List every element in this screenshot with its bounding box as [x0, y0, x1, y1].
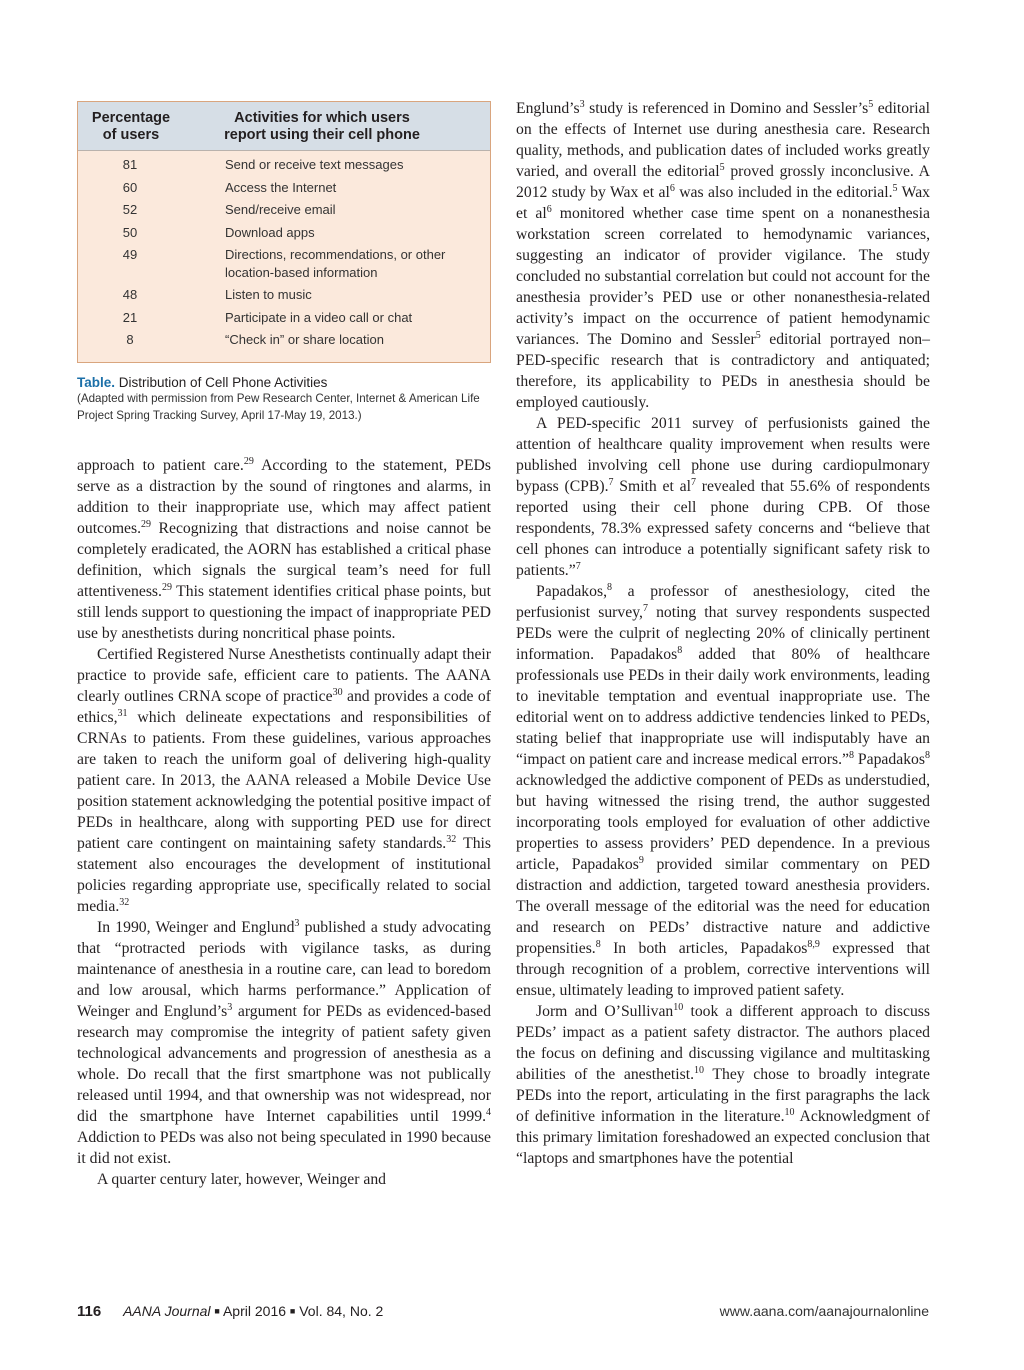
row-percentage: 50 — [122, 224, 138, 240]
body-paragraph — [77, 455, 491, 644]
row-percentage: 52 — [122, 202, 138, 217]
text-run: took a different approach to discuss PEDs’ impact as a patient safety distractor. The authors placed the focus on defining and discussing vigilance and multitasking abilities of the anesthetist. — [516, 1003, 930, 1083]
citation-superscript: 3 — [227, 1001, 233, 1013]
row-activity: Participate in a video call or chat — [225, 309, 413, 325]
citation-superscript: 9 — [638, 854, 644, 866]
citation-superscript: 5 — [892, 182, 898, 194]
citation-superscript: 7 — [690, 476, 696, 488]
journal-url: www.aana.com/aanajournalonline — [719, 1303, 929, 1319]
row-percentage: 48 — [122, 287, 138, 302]
header-percentage-line-2: of users — [102, 127, 160, 143]
citation-superscript: 30 — [332, 686, 343, 698]
citation-superscript: 29 — [141, 518, 152, 530]
row-percentage: 49 — [122, 247, 138, 262]
row-activity: Send or receive text messages — [225, 157, 404, 172]
caption-label: Table. — [77, 375, 116, 390]
text-run: which delineate expectations and responsibilities of CRNAs to patients. From these guidelines, various approaches are taken to reach the uniform goal of delivering high-quality patient care. In 2013, the AANA released a Mobile Device Use position statement acknowledging the potential positive impact of PEDs in healthcare, along with supporting PED use for direct patient care contingent on maintaining safety standards. — [77, 709, 491, 852]
header-percentage-line-1: Percentage — [91, 110, 171, 126]
text-run: They chose to broadly integrate PEDs into the report, articulating in the first paragraphs the lack of definitive information in the literature. — [516, 1066, 930, 1125]
table-row — [78, 224, 490, 242]
table-caption — [77, 374, 497, 424]
caption-title-line — [77, 374, 497, 391]
table-row — [78, 286, 490, 304]
text-run: was also included in the editorial. — [674, 184, 893, 201]
citation-superscript: 32 — [446, 833, 457, 845]
table-row — [78, 201, 490, 219]
citation-superscript: 4 — [486, 1106, 491, 1118]
text-run: argument for PEDs as evidenced-based research may compromise the integrity of patient safety given technological advancements and progression of anesthesia as a whole. Do recall that the first smartphone was not publically released until 1994, and that ownership was not widespread, nor did the smartphone have Internet capabilities until 1999. — [77, 1003, 491, 1125]
body-paragraph — [77, 917, 491, 1169]
text-run: This statement also encourages the development of institutional policies regarding appropriate use, specifically related to social media. — [77, 835, 491, 915]
row-percentage: 81 — [122, 157, 138, 172]
text-run: According to the statement, PEDs serve as a distraction by the sound of ringtones and alarms, in addition to their inappropriate use, which may affect patient outcomes. — [77, 457, 491, 537]
text-run: Papadakos — [853, 751, 925, 768]
citation-superscript: 29 — [161, 581, 172, 593]
table-row — [78, 309, 490, 327]
text-run: A quarter century later, however, Weinger and — [97, 1171, 387, 1188]
text-run: added that 80% of healthcare professionals use PEDs in their daily work environments, leading to inevitable temptation and eventual inappropriate use. The editorial went on to address addictive tendencies linked to PEDs, stating belief that inappropriate use will indisputably have an “impact on patient care and increase medical errors.” — [516, 646, 930, 768]
table-row — [78, 156, 490, 174]
table-row — [78, 179, 490, 197]
citation-superscript: 3 — [294, 917, 300, 929]
text-run: Certified Registered Nurse Anesthetists continually adapt their practice to provide safe, efficient care to patients. The AANA clearly outlines CRNA scope of practice — [77, 646, 491, 705]
table-row — [78, 246, 490, 281]
text-run: acknowledged the addictive component of PEDs as understudied, but having witnessed the rising trend, the author suggested incorporating tools employed for evaluation of other addictive properties to assess providers’ PED dependence. In a previous article, Papadakos — [516, 772, 930, 873]
row-activity: “Check in” or share location — [225, 332, 384, 347]
citation-superscript: 29 — [243, 455, 254, 467]
row-percentage: 21 — [122, 309, 138, 325]
citation-superscript: 8 — [677, 644, 683, 656]
citation-superscript: 8 — [595, 938, 601, 950]
activities-table — [77, 101, 491, 363]
row-activity: Listen to music — [225, 287, 312, 302]
header-activities — [184, 102, 490, 150]
table-row — [78, 331, 490, 349]
header-activities-line-1: Activities for which users — [234, 110, 410, 126]
row-activity: Directions, recommendations, or other location-based information — [225, 247, 446, 280]
body-paragraph — [516, 413, 930, 581]
row-percentage: 8 — [126, 332, 134, 347]
text-run: editorial on the effects of Internet use during anesthesia care. Research quality, methods, and publication dates of included works greatly varied, and overall the editorial — [516, 100, 930, 180]
text-run: noting that survey respondents suspected PEDs were the culprit of neglecting 20% of clinically pertinent information. Papadakos — [516, 604, 930, 663]
text-run: and provides a code of ethics, — [77, 688, 491, 726]
body-paragraph — [516, 581, 930, 1001]
citation-superscript: 8 — [607, 581, 613, 593]
body-paragraph — [77, 1169, 491, 1190]
text-run: approach to patient care. — [77, 457, 244, 474]
text-run: Englund’s — [516, 100, 580, 117]
row-activity: Access the Internet — [225, 179, 337, 195]
citation-superscript: 5 — [719, 161, 725, 173]
text-run: A PED-specific 2011 survey of perfusionists gained the attention of healthcare quality improvement when results were published involving cell phone use during cardiopulmonary bypass (CPB). — [516, 415, 930, 495]
header-activities-line-2: report using their cell phone — [224, 127, 420, 143]
text-run: provided similar commentary on PED distraction and addiction, targeted toward anesthesia providers. The overall message of the editorial was the need for education and research on PEDs’ distractive nature and addictive propensities. — [516, 856, 930, 957]
citation-superscript: 7 — [608, 476, 614, 488]
row-activity: Send/receive email — [225, 202, 336, 217]
body-paragraph — [77, 644, 491, 917]
text-run: Smith et al — [613, 478, 691, 495]
text-run: expressed that through recognition of a problem, corrective interventions will ensue, ultimately leading to improved patient safety. — [516, 940, 930, 999]
text-run: editorial portrayed non–PED-specific research that is contradictory and antiquated; therefore, its applicability to PEDs in anesthesia should be employed cautiously. — [516, 331, 930, 411]
journal-name: AANA Journal — [123, 1303, 211, 1319]
text-run: Recognizing that distractions and noise cannot be completely eradicated, the AORN has established a critical phase definition, which signals the surgical team’s need for full attentiveness. — [77, 520, 491, 600]
citation-superscript: 10 — [784, 1106, 795, 1118]
row-percentage: 60 — [122, 179, 138, 195]
text-run: Wax et al — [516, 184, 930, 222]
text-run: monitored whether case time spent on a nonanesthesia workstation screen correlated to hemodynamic variances, suggesting an indicator of provider vigilance. The study concluded no substantial correlation but could not account for the anesthesia provider’s PED use or other nonanesthesia-related activity’s impact on the occurrence of patient hemodynamic variances. The Domino and Sessler — [516, 205, 930, 348]
caption-title: Distribution of Cell Phone Activities — [118, 375, 328, 390]
page-number: 116 — [77, 1303, 102, 1320]
text-run: published a study advocating that “protracted periods with vigilance tasks, as during maintenance of anesthesia in a routine care, can lead to boredom and low arousal, which harms performance.” Application of Weinger and Englund’s — [77, 919, 491, 1020]
table-body — [78, 151, 490, 349]
citation-superscript: 8,9 — [807, 938, 820, 950]
text-run: In both articles, Papadakos — [600, 940, 808, 957]
text-run: revealed that 55.6% of respondents reported using their cell phone during CPB. Of those respondents, 78.3% expressed safety concerns and “believe that cell phones can introduce a potentially significant safety risk to patients.” — [516, 478, 930, 579]
body-paragraph — [516, 98, 930, 413]
citation-superscript: 7 — [575, 560, 581, 572]
text-run: In 1990, Weinger and Englund — [97, 919, 295, 936]
table-header — [78, 102, 490, 151]
separator-icon: ■ — [289, 1306, 296, 1316]
body-paragraph — [516, 1001, 930, 1169]
text-run: Jorm and O’Sullivan — [536, 1003, 674, 1020]
citation-superscript: 8 — [848, 749, 854, 761]
text-run: Papadakos, — [536, 583, 608, 600]
citation-superscript: 5 — [755, 329, 761, 341]
text-run: proved grossly inconclusive. A 2012 study by Wax et al — [516, 163, 931, 201]
citation-superscript: 5 — [868, 98, 874, 110]
citation-superscript: 10 — [694, 1064, 705, 1076]
row-activity: Download apps — [225, 224, 315, 240]
citation-superscript: 32 — [119, 896, 130, 908]
text-run: a professor of anesthesiology, cited the perfusionist survey, — [516, 583, 930, 621]
text-run: Acknowledgment of this primary limitation foreshadowed an expected conclusion that “laptops and smartphones have the potential — [516, 1108, 930, 1167]
text-run: Addiction to PEDs was also not being speculated in 1990 because it did not exist. — [77, 1129, 491, 1167]
text-run: study is referenced in Domino and Sessler’s — [584, 100, 869, 117]
separator-icon: ■ — [214, 1306, 220, 1316]
citation-superscript: 7 — [642, 602, 648, 614]
citation-superscript: 6 — [669, 182, 675, 194]
left-column-text — [77, 455, 491, 1190]
citation-superscript: 31 — [117, 707, 128, 719]
issue-date: April 2016 — [222, 1303, 287, 1319]
text-run: This statement identifies critical phase points, but still lends support to questioning the impact of inappropriate PED use by anesthetists during noncritical phase points. — [77, 583, 491, 642]
citation-superscript: 10 — [673, 1001, 684, 1013]
page-footer — [77, 1303, 929, 1325]
right-column-text — [516, 98, 930, 1169]
citation-superscript: 3 — [579, 98, 585, 110]
citation-superscript: 6 — [546, 203, 552, 215]
citation-superscript: 8 — [925, 749, 930, 761]
header-percentage — [78, 102, 184, 150]
volume-info: Vol. 84, No. 2 — [299, 1303, 384, 1319]
caption-note: (Adapted with permission from Pew Research Center, Internet & American Life Project Spring Tracking Survey, April 17-May 19, 2013.) — [77, 392, 480, 422]
